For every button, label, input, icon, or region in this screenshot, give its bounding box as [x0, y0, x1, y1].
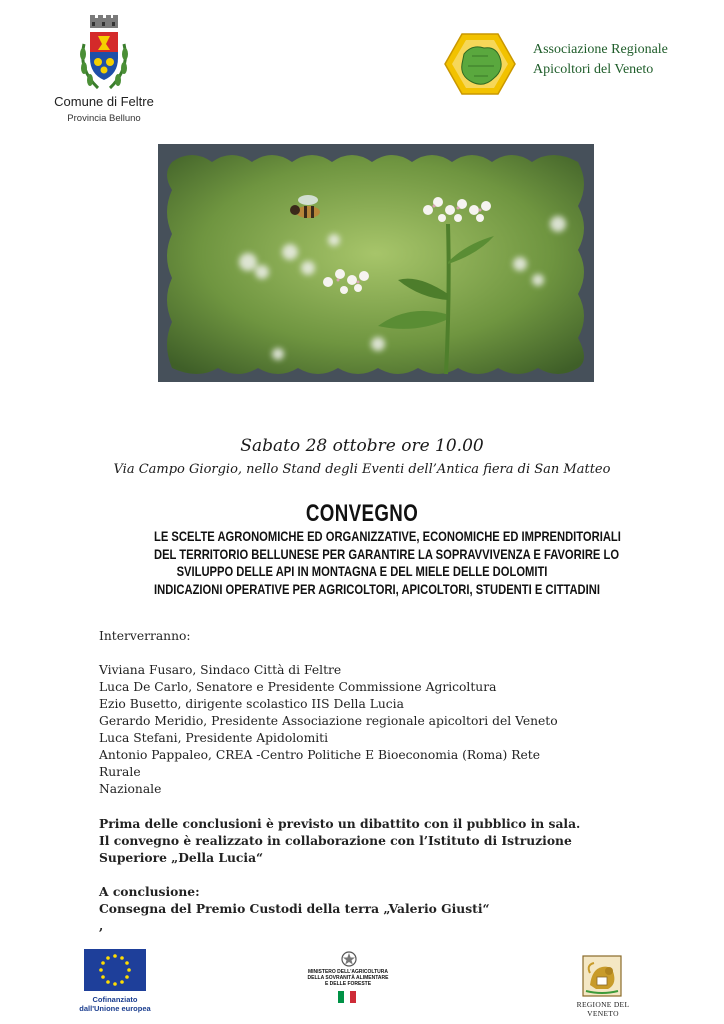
speaker-line: Luca De Carlo, Senatore e Presidente Commissione Agricoltura — [99, 680, 497, 694]
convegno-subtitle-line: INDICAZIONI OPERATIVE PER AGRICOLTORI, APICOLTORI, STUDENTI E CITTADINI — [154, 580, 600, 597]
association-name — [533, 40, 713, 80]
speaker-line: Antonio Pappaleo, CREA -Centro Politiche E Bioeconomia (Roma) Rete — [99, 748, 541, 762]
conclusion-trailing: , — [99, 918, 104, 933]
eu-flag-icon — [84, 949, 146, 991]
speakers-heading-text: Interverranno: — [99, 629, 191, 643]
ministry-line: E DELLE FORESTE — [324, 981, 372, 987]
convegno-subtitle-line: SVILUPPO DELLE API IN MONTAGNA E DEL MIELE DELLE DOLOMITI — [176, 563, 548, 579]
conclusion-text: Consegna del Premio Custodi della terra „Valerio Giusti“ — [99, 901, 490, 916]
convegno-subtitle — [102, 528, 622, 598]
speaker-line: Ezio Busetto, dirigente scolastico IIS Della Lucia — [99, 697, 404, 711]
speaker-line: Gerardo Meridio, Presidente Associazione regionale apicoltori del Veneto — [99, 714, 558, 728]
veneto-lion-logo-icon — [582, 955, 622, 997]
event-place: Via Campo Giorgio, nello Stand degli Eventi dell’Antica fiera di San Matteo — [113, 462, 611, 477]
speaker-line: Luca Stefani, Presidente Apidolomiti — [99, 731, 329, 745]
association-name-line1: Associazione Regionale — [533, 42, 668, 57]
region-label: REGIONE DEL VENETO — [576, 1000, 630, 1018]
comune-name: Comune di Feltre — [54, 94, 154, 109]
conclusion-block — [99, 883, 619, 934]
ministry-label — [300, 969, 396, 987]
speakers-list — [99, 662, 619, 798]
notes-block — [99, 815, 619, 866]
ministry-line: MINISTERO DELL'AGRICOLTURA — [308, 969, 388, 975]
honeycomb-association-logo-icon — [444, 32, 516, 96]
convegno-subtitle-line: DEL TERRITORIO BELLUNESE PER GARANTIRE LA SOPRAVVIVENZA E FAVORIRE LO — [154, 545, 620, 562]
event-date: Sabato 28 ottobre ore 10.00 — [240, 436, 484, 456]
speaker-line: Nazionale — [99, 782, 162, 796]
conclusion-heading: A conclusione: — [99, 884, 200, 899]
eu-label-line1: Cofinanziato — [92, 995, 138, 1004]
italian-flag-icon — [338, 991, 356, 1003]
speaker-line: Rurale — [99, 765, 141, 779]
feltre-coat-of-arms-icon — [76, 14, 132, 94]
bee-on-flowers-photo — [158, 144, 594, 382]
note-line: Prima delle conclusioni è previsto un dibattito con il pubblico in sala. — [99, 816, 581, 831]
note-line: Il convegno è realizzato in collaborazione con l’Istituto di Istruzione — [99, 833, 572, 848]
ministry-line: DELLA SOVRANITÀ ALIMENTARE — [307, 975, 389, 981]
eu-cofinanced-label — [70, 995, 160, 1013]
speakers-heading — [99, 628, 619, 645]
note-line: Superiore „Della Lucia“ — [99, 850, 264, 865]
association-name-line2: Apicoltori del Veneto — [533, 62, 654, 77]
comune-province: Provincia Belluno — [67, 113, 141, 124]
convegno-title: CONVEGNO — [305, 500, 419, 527]
eu-label-line2: dall'Unione europea — [79, 1004, 151, 1013]
convegno-subtitle-line: LE SCELTE AGRONOMICHE ED ORGANIZZATIVE, ECONOMICHE ED IMPRENDITORIALI — [154, 528, 621, 544]
speaker-line: Viviana Fusaro, Sindaco Città di Feltre — [99, 663, 342, 677]
italian-republic-emblem-icon — [338, 950, 360, 968]
